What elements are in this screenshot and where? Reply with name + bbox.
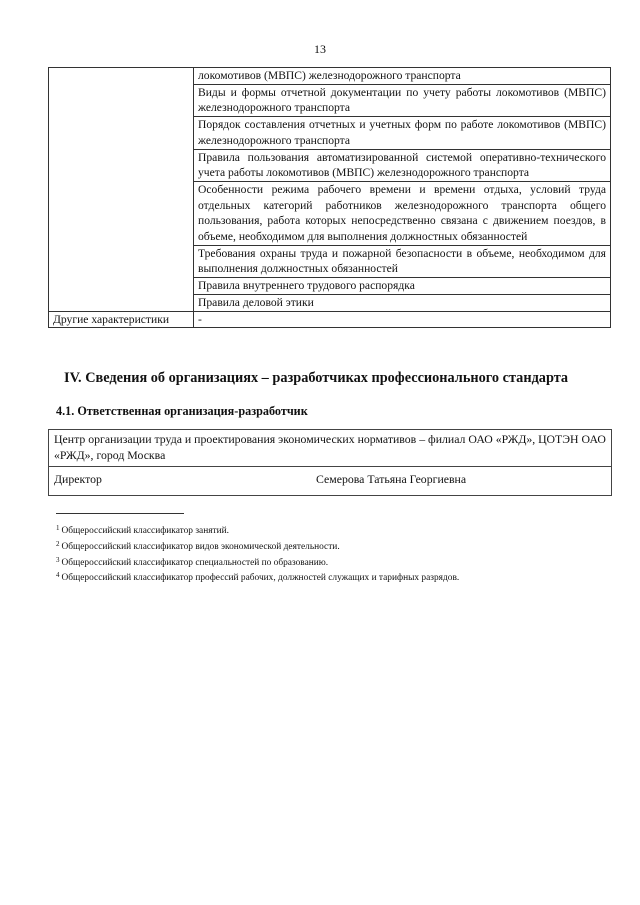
footnotes xyxy=(56,522,616,585)
requirements-table xyxy=(48,67,611,328)
footnote-text: Общероссийский классификатор видов экономической деятельности. xyxy=(61,541,340,552)
table-row xyxy=(49,68,611,85)
knowledge-item: Требования охраны труда и пожарной безопасности в объеме, необходимом для выполнения должностных обязанностей xyxy=(194,245,611,277)
knowledge-item: Правила деловой этики xyxy=(194,294,611,311)
footnote xyxy=(56,538,616,554)
knowledge-label-cell xyxy=(49,68,194,312)
section-heading: IV. Сведения об организациях – разработчиках профессионального стандарта xyxy=(64,370,569,386)
org-name: Центр организации труда и проектирования экономических нормативов – филиал ОАО «РЖД», ЦОТЭН ОАО «РЖД», город Москва xyxy=(49,430,612,467)
other-characteristics-value: - xyxy=(194,311,611,328)
footnote xyxy=(56,569,616,585)
table-row xyxy=(49,430,612,467)
director-name: Семерова Татьяна Георгиевна xyxy=(316,472,467,486)
page-number: 13 xyxy=(314,42,326,56)
footnote-text: Общероссийский классификатор профессий рабочих, должностей служащих и тарифных разрядов. xyxy=(61,573,460,584)
knowledge-item: локомотивов (МВПС) железнодорожного транспорта xyxy=(194,68,611,85)
footnote xyxy=(56,522,616,538)
responsible-org-table xyxy=(48,429,612,496)
director-title: Директор xyxy=(54,472,102,486)
director-row xyxy=(49,467,612,496)
subsection-heading: 4.1. Ответственная организация-разработчик xyxy=(56,404,308,418)
footnote-number: 1 xyxy=(56,524,60,532)
knowledge-item: Виды и формы отчетной документации по учету работы локомотивов (МВПС) железнодорожного транспорта xyxy=(194,84,611,116)
knowledge-item: Правила пользования автоматизированной системой оперативно-технического учета работы локомотивов (МВПС) железнодорожного транспорта xyxy=(194,149,611,181)
other-characteristics-label: Другие характеристики xyxy=(49,311,194,328)
footnote-number: 2 xyxy=(56,539,60,548)
knowledge-item: Правила внутреннего трудового распорядка xyxy=(194,278,611,295)
footnote-divider xyxy=(56,513,184,514)
knowledge-item: Порядок составления отчетных и учетных форм по работе локомотивов (МВПС) железнодорожного транспорта xyxy=(194,117,611,149)
knowledge-item: Особенности режима рабочего времени и времени отдыха, условий труда отдельных категорий работников железнодорожного транспорта общего пользования, работа которых непосредственно связана с движением поездов, в объеме, необходимом для выполнения должностных обязанностей xyxy=(194,181,611,245)
footnote-number: 3 xyxy=(56,555,60,564)
footnote-text: Общероссийский классификатор занятий. xyxy=(61,526,229,536)
footnote-number: 4 xyxy=(56,571,60,580)
table-row xyxy=(49,311,611,328)
table-row xyxy=(49,467,612,496)
footnote-text: Общероссийский классификатор специальностей по образованию. xyxy=(61,557,329,568)
footnote xyxy=(56,554,616,570)
